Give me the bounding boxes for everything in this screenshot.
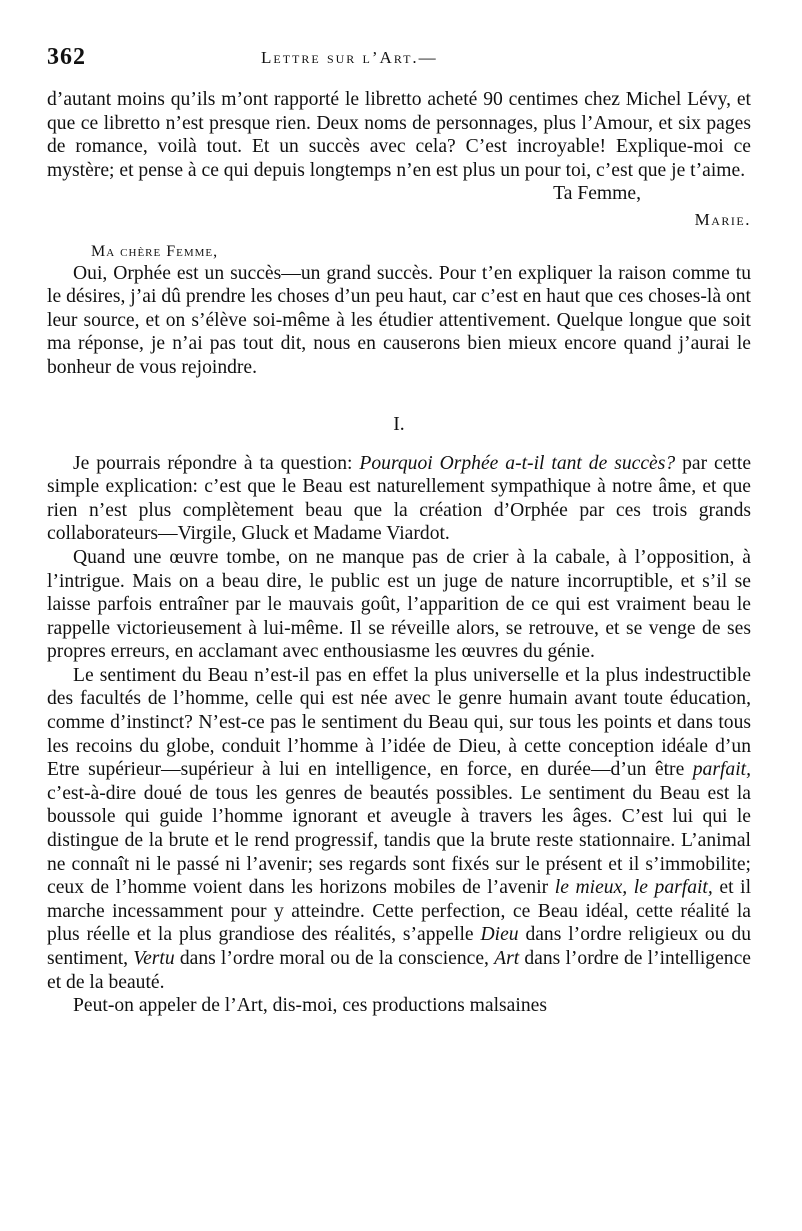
section-number: I. <box>393 413 405 435</box>
p3-b: c’est-à-dire doué de tous les genres de beautés possibles. Le sentiment du Beau est la boussole qui guide l’homme ignorant et aveugle à travers les âges. C’est lui qui le distingue de la brute et le rend progressif, tandis que la brute reste stationnaire. L’animal ne connaît ni le passé ni l’avenir; ses regards sont fixés sur le présent et il s’immobilite; ceux de l’homme voient dans les horizons mobiles de l’avenir <box>47 782 751 899</box>
p1-start: Je pourrais répondre à ta question: <box>73 452 353 474</box>
page-number: 362 <box>47 44 86 70</box>
p1-rest: par cette simple explication: c’est que le Beau est naturellement sympathique à notre âme, et que rien n’est plus complètement beau que la création d’Orphée par ces trois grands collaborateurs—Virgile, Gluck et Madame Viardot. <box>47 452 752 545</box>
letter-signature: Marie. <box>694 209 751 229</box>
body-paragraph-1 <box>47 452 751 546</box>
p3-vertu: Vertu <box>133 948 175 969</box>
letter-text: d’autant moins qu’ils m’ont rapporté le libretto acheté 90 centimes chez Michel Lévy, et que ce libretto n’est presque rien. Deux noms de personnages, plus l’Amour, et six pages de romance, voilà tout. Et un succès avec cela? C’est incroyable! Explique-moi ce mystère; et pense à ce qui depuis longtemps n’en est plus un pour toi, c’est que je t’aime. <box>47 89 751 181</box>
body-paragraph-4: Peut-on appeler de l’Art, dis-moi, ces productions malsaines <box>73 995 547 1017</box>
p3-a: Le sentiment du Beau n’est-il pas en effet la plus universelle et la plus indestructible des facultés de l’homme, celle qui est née avec le genre humain avant toute éducation, comme d’instinct? N’est-ce pas le sentiment du Beau qui, sur tous les points et dans tous les recoins du globe, conduit l’homme à l’idée de Dieu, à cette conception idéale d’un Etre supérieur—supérieur à lui en intelligence, en force, en durée—d’un être <box>47 664 751 781</box>
body-paragraph-3 <box>47 664 751 994</box>
p3-e: dans l’ordre moral ou de la conscience, <box>179 948 489 969</box>
p3-f: dans l’ordre de l’intelligence et de la beauté. <box>47 948 751 993</box>
p1-question: Pourquoi Orphée a-t-il tant de succès? <box>359 452 676 474</box>
reply-paragraph: Oui, Orphée est un succès—un grand succès. Pour t’en expliquer la raison comme tu le désires, j’ai dû prendre les choses d’un peu haut, car c’est en haut que ces choses-là ont leur source, et on s’élève soi-même à les étudier attentivement. Quelque longue que soit ma réponse, je n’ai pas tout dit, nous en causerons bien mieux encore quand j’aurai le bonheur de vous rejoindre. <box>47 262 751 378</box>
p3-parfait: parfait, <box>692 759 751 781</box>
closing-text: Ta Femme, <box>553 183 641 205</box>
book-page <box>47 44 751 1018</box>
p3-le-mieux: le mieux, le parfait, <box>554 877 713 899</box>
body-paragraph-2: Quand une œuvre tombe, on ne manque pas de crier à la cabale, à l’opposition, à l’intrigue. Mais on a beau dire, le public est un juge de nature incorruptible, et s’il se laisse parfois entraîner par le mauvais goût, l’apparition de ce qui est vraiment beau le rappelle victorieusement à lui-même. Il se réveille alors, se retrouve, et se venge de ses propres erreurs, en acclamant avec enthousiasme les œuvres du génie. <box>47 546 751 663</box>
p3-c: et il marche incessamment pour y atteindre. Cette perfection, ce Beau idéal, cette réalité la plus réelle et la plus grandiose des réalités, s’appelle <box>47 877 752 946</box>
p3-dieu: Dieu <box>480 924 519 946</box>
p3-art: Art <box>494 948 520 969</box>
reply-salutation: Ma chère Femme, <box>91 242 219 260</box>
letter-closing <box>47 182 751 206</box>
running-title: Lettre sur l’Art.— <box>261 48 438 67</box>
p3-d: dans l’ordre religieux ou du sentiment, <box>47 924 751 969</box>
page-header <box>47 44 751 82</box>
